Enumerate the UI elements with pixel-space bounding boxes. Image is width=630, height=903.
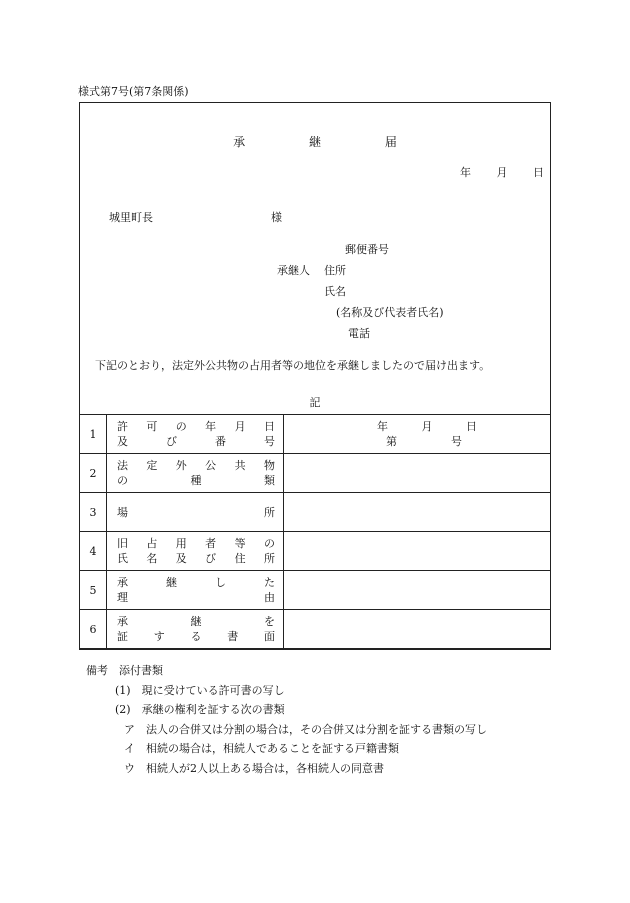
phone-label: 電話 — [348, 327, 370, 340]
note-item: (2) 承継の権利を証する次の書類 — [115, 703, 285, 716]
notes-section — [86, 661, 487, 778]
row-number: 2 — [80, 454, 107, 493]
date-day-unit: 日 — [533, 166, 544, 179]
table-row — [80, 571, 551, 610]
table-row — [80, 610, 551, 649]
row-label: 法 定 外 公 共 物 の 種 類 — [107, 454, 284, 493]
row-value[interactable] — [284, 454, 551, 493]
row-number: 4 — [80, 532, 107, 571]
addressee: 城里町長 — [109, 211, 153, 224]
row-label: 承 継 を 証 す る 書 面 — [107, 610, 284, 649]
row-number: 5 — [80, 571, 107, 610]
name-label: 氏名 — [324, 285, 346, 298]
title-char: 承 — [233, 135, 246, 149]
date-year-unit: 年 — [460, 166, 471, 179]
title-char: 継 — [308, 135, 321, 149]
table-row — [80, 454, 551, 493]
row-value[interactable] — [284, 415, 551, 454]
intro-text: 下記のとおり，法定外公共物の占用者等の地位を承継しましたので届け出ます。 — [95, 359, 491, 372]
note-subitem: イ 相続の場合は，相続人であることを証する戸籍書類 — [124, 742, 399, 755]
address-label: 住所 — [324, 264, 346, 277]
row-label: 旧 占 用 者 等 の 氏 名 及 び 住 所 — [107, 532, 284, 571]
row-number: 6 — [80, 610, 107, 649]
row-number: 3 — [80, 493, 107, 532]
ki-heading: 記 — [309, 396, 321, 409]
row-label: 承 継 し た 理 由 — [107, 571, 284, 610]
table-row — [80, 493, 551, 532]
items-table — [79, 414, 551, 649]
form-number-label: 様式第7号(第7条関係) — [78, 85, 189, 98]
postal-code-label: 郵便番号 — [345, 243, 389, 256]
table-row — [80, 415, 551, 454]
form-title — [79, 133, 551, 150]
row-number: 1 — [80, 415, 107, 454]
row-value[interactable] — [284, 610, 551, 649]
row-value[interactable] — [284, 493, 551, 532]
note-subitem: ア 法人の合併又は分割の場合は，その合併又は分割を証する書類の写し — [124, 722, 487, 736]
title-char: 届 — [384, 135, 397, 149]
row-label: 許 可 の 年 月 日 及 び 番 号 — [107, 415, 284, 454]
name-note: (名称及び代表者氏名) — [336, 306, 444, 319]
table-row — [80, 532, 551, 571]
row-value[interactable] — [284, 532, 551, 571]
submission-date — [438, 164, 544, 180]
notes-heading: 備考 添付書類 — [86, 664, 163, 677]
note-subitem: ウ 相続人が2人以上ある場合は，各相続人の同意書 — [124, 761, 384, 775]
honorific: 様 — [271, 211, 282, 224]
row-value[interactable] — [284, 571, 551, 610]
row-label: 場 所 — [107, 493, 284, 532]
permit-date-placeholder: 年 月 日 — [377, 420, 477, 433]
note-item: (1) 現に受けている許可書の写し — [115, 683, 285, 697]
permit-number-placeholder: 第 号 — [386, 435, 462, 448]
applicant-role-label: 承継人 — [277, 264, 310, 277]
date-month-unit: 月 — [496, 166, 508, 179]
